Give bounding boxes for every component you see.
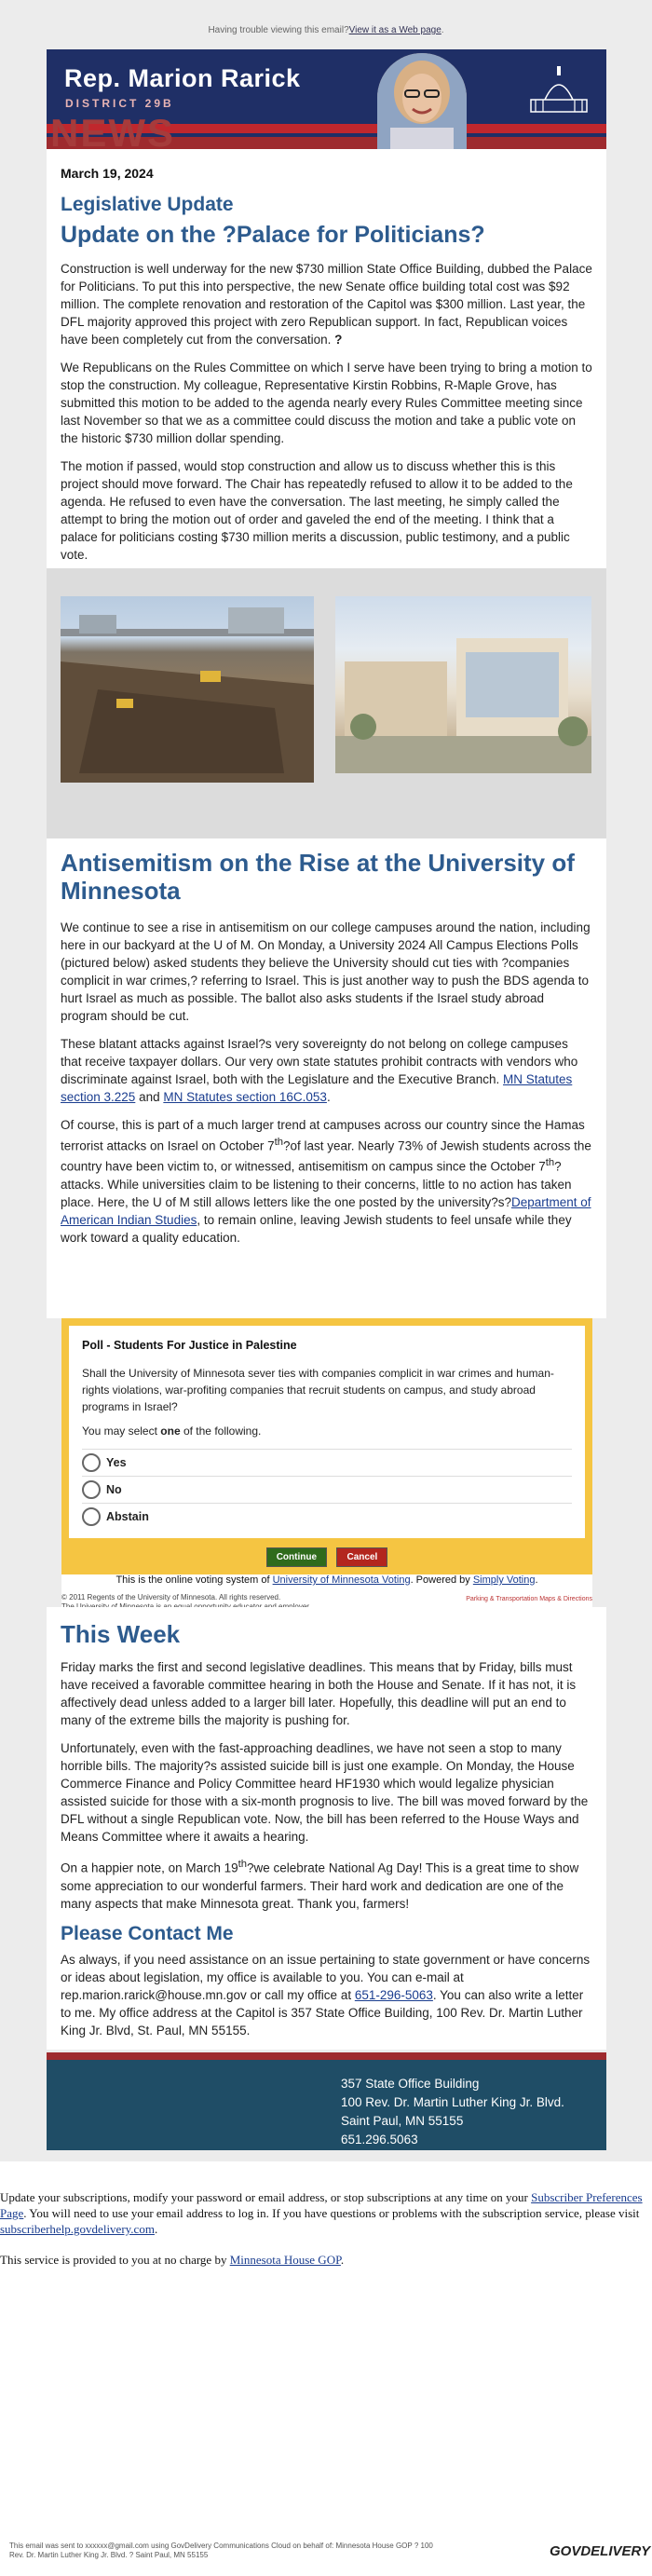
construction-photos — [47, 568, 606, 838]
contact-paragraph: As always, if you need assistance on an issue pertaining to state government or have concerns or ideas about legislation, my office is available to you. You can e-mail at rep.marion.rarick@house.mn.gov or call my office at 651-296-5063. You can also write a letter to me. My office address at the Capitol is 357 State Office Building, 100 Rev. Dr. Martin Luther King Jr. Blvd, St. Paul, MN 55155. — [61, 1952, 591, 2038]
continue-button[interactable]: Continue — [266, 1547, 327, 1567]
poll-copyright: © 2011 Regents of the University of Minnesota. All rights reserved. — [61, 1593, 281, 1601]
newsletter-date: March 19, 2024 — [61, 166, 154, 181]
poll-frame — [61, 1318, 592, 1574]
office-phone: 651.296.5063 — [341, 2133, 418, 2147]
paragraph: We Republicans on the Rules Committee on which I serve have been trying to bring a motion to stop the construction. My colleague, Representative Kirstin Robbins, R-Maple Grove, has submitted this motion to be added to the agenda nearly every Rules Committee meeting since last November so that we as a committee could discuss the motion and take a public vote on the historic $730 million dollar spending. — [61, 360, 592, 445]
subscriber-preferences-link[interactable]: Subscriber Preferences Page — [0, 2190, 643, 2220]
poll-body — [69, 1326, 585, 1538]
web-view-note: Having trouble viewing this email?View it as a Web page. — [208, 25, 444, 35]
address-line: Saint Paul, MN 55155 — [341, 2114, 464, 2128]
american-indian-studies-link[interactable]: Department of American Indian Studies — [61, 1194, 591, 1227]
district-label: DISTRICT 29B — [65, 97, 174, 110]
paragraph: We continue to see a rise in antisemitism on our college campuses around the nation, including here in our backyard at the U of M. On Monday, a University 2024 All Campus Elections Polls (pictured below) asked students they believe the University should cut ties with ?companies complicit in war crimes,? referring to Israel. This is just another way to push the BDS agenda to hurt Israel as much as possible. The ballot also asks students if the Israel study abroad program should be cut. — [61, 920, 591, 1023]
simply-voting-link[interactable]: Simply Voting — [472, 1574, 536, 1586]
poll-buttons — [69, 1538, 585, 1567]
construction-site-photo — [61, 596, 314, 783]
antisemitism-section — [47, 838, 606, 1318]
statute-link-16c053[interactable]: MN Statutes section 16C.053 — [163, 1089, 327, 1104]
address-line: 100 Rev. Dr. Martin Luther King Jr. Blvd. — [341, 2095, 564, 2109]
contact-heading: Please Contact Me — [61, 1922, 234, 1944]
cancel-button[interactable]: Cancel — [336, 1547, 387, 1567]
poll-option-abstain[interactable]: Abstain — [82, 1503, 572, 1530]
representative-portrait — [377, 53, 467, 149]
address-line: 357 State Office Building — [341, 2077, 480, 2091]
paragraph: Friday marks the first and second legislative deadlines. This means that by Friday, bills must have received a favorable committee hearing in both the House and Senate. If it has not, it is affectively dead unless added to a larger bill later. Hopefully, this deadline will put an end to many of the extreme bills the majority is pushing for. — [61, 1660, 577, 1727]
govdelivery-logo: GOVDELIVERY — [550, 2543, 651, 2559]
house-gop-link[interactable]: Minnesota House GOP — [229, 2253, 341, 2267]
paragraph: These blatant attacks against Israel?s very sovereignty do not belong on college campuses that receive taxpayer dollars. Our very own state statutes prohibit contracts with vendors who discriminate against Israel, both with the Legislature and the Executive Branch. MN Statutes section 3.225 and MN Statutes section 16C.053. — [61, 1036, 578, 1104]
this-week-section — [47, 1607, 606, 2050]
poll-instructions: You may select one of the following. — [82, 1424, 262, 1438]
radio-icon[interactable] — [82, 1453, 101, 1472]
office-address-footer — [47, 2060, 606, 2150]
representative-name: Rep. Marion Rarick — [64, 64, 301, 92]
newsletter-banner — [47, 49, 606, 149]
subscription-footer — [0, 2161, 652, 2576]
sender-fine-print: This email was sent to xxxxxx@gmail.com using GovDelivery Communications Cloud on behalf of: Minnesota House GOP ? 100 Rev. Dr. Martin Luther King Jr. Blvd. ? Saint Paul, MN 55155 — [9, 2542, 433, 2559]
section-title: This Week — [61, 1620, 181, 1648]
article-title: Antisemitism on the Rise at the University of Minnesota — [61, 849, 575, 905]
service-provider-text: This service is provided to you at no charge by Minnesota House GOP. — [0, 2253, 345, 2267]
poll-screenshot — [61, 1318, 592, 1607]
paragraph: On a happier note, on March 19th?we celebrate National Ag Day! This is a great time to show some appreciation to our wonderful farmers. Their hard work and dedication are one of the many aspects that make Minnesota great. Thank you, farmers! — [61, 1859, 579, 1911]
trouble-text: Having trouble viewing this email? — [208, 25, 349, 35]
web-page-link[interactable]: View it as a Web page — [348, 25, 441, 35]
paragraph: Unfortunately, even with the fast-approaching deadlines, we have not seen a stop to many horrible bills. The majority?s assisted suicide bill is just one example. On Monday, the House Commerce Finance and Policy Committee heard HF1930 which would legalize physician assisted suicide for those with a six-month prognosis to live. The bill was moved forward by the DFL without a single Republican vote. Now, the bill has been referred to the House Ways and Means Committee where it awaits a hearing. — [61, 1741, 589, 1844]
paragraph: Of course, this is part of a much larger trend at campuses across our country since the Hamas terrorist attacks on Israel on October 7th?of last year. Nearly 73% of Jewish students across the country have been victim to, or witnessed, antisemitism on campus since the October 7th?attacks. While universities claim to be listening to their concerns, little to no action has taken place. Here, the U of M still allows letters like the one posted by the university?s?Department of American Indian Studies, to remain online, leaving Jewish students to feel unsafe while they work toward a quality education. — [61, 1117, 591, 1245]
section-heading: Legislative Update — [61, 194, 234, 215]
poll-question: Shall the University of Minnesota sever ties with companies complicit in war crimes and human-rights violations, war-profiting companies that recruit students on campus, and study abroad programs in Israel? — [82, 1367, 554, 1413]
radio-icon[interactable] — [82, 1480, 101, 1499]
phone-link[interactable]: 651-296-5063 — [354, 1987, 433, 2002]
article-title: Update on the ?Palace for Politicians? — [61, 222, 485, 248]
umn-voting-link[interactable]: University of Minnesota Voting — [272, 1574, 411, 1586]
radio-icon[interactable] — [82, 1507, 101, 1526]
poll-title: Poll - Students For Justice in Palestine — [82, 1339, 297, 1352]
poll-option-no[interactable]: No — [82, 1476, 572, 1503]
capitol-icon — [526, 61, 591, 116]
paragraph: Construction is well underway for the new $730 million State Office Building, dubbed the Palace for Politicians. To put this into perspective, the new Senate office building total cost was $92 million. The complete renovation and restoration of the Capitol was $300 million. Last year, the DFL majority approved this project with zero Republican support. In fact, Republican voices have been completely cut from the conversation. ? — [61, 261, 592, 347]
poll-footer: This is the online voting system of University of Minnesota Voting. Powered by Simply Voting. — [61, 1574, 592, 1588]
subscription-text: Update your subscriptions, modify your password or email address, or stop subscriptions at any time on your Subscriber Preferences Page. You will need to use your email address to log in. If you have questions or problems with the subscription service, please visit subscriberhelp.govdelivery.com. — [0, 2190, 643, 2236]
subscriber-help-link[interactable]: subscriberhelp.govdelivery.com — [0, 2222, 155, 2236]
legislative-update-section — [47, 149, 606, 568]
paragraph: The motion if passed, would stop construction and allow us to discuss whether this is this project should move forward. The Chair has repeatedly refused to allow it to be added to the agenda. He refused to even have the conversation. The last meeting, he simply called the attempt to bring the motion out of order and gaveled the end of the meeting. I think that a palace for politicians costing $730 million merits a discussion, public testimony, and a public vote. — [61, 458, 573, 562]
poll-footer-links: Parking & Transportation Maps & Directions — [466, 1596, 592, 1602]
banner-news-label: NEWS — [50, 111, 175, 149]
poll-option-yes[interactable]: Yes — [82, 1449, 572, 1476]
footer-accent-bar — [47, 2052, 606, 2060]
statute-link-3225[interactable]: MN Statutes section 3.225 — [61, 1071, 573, 1104]
building-rendering-photo — [335, 596, 591, 773]
